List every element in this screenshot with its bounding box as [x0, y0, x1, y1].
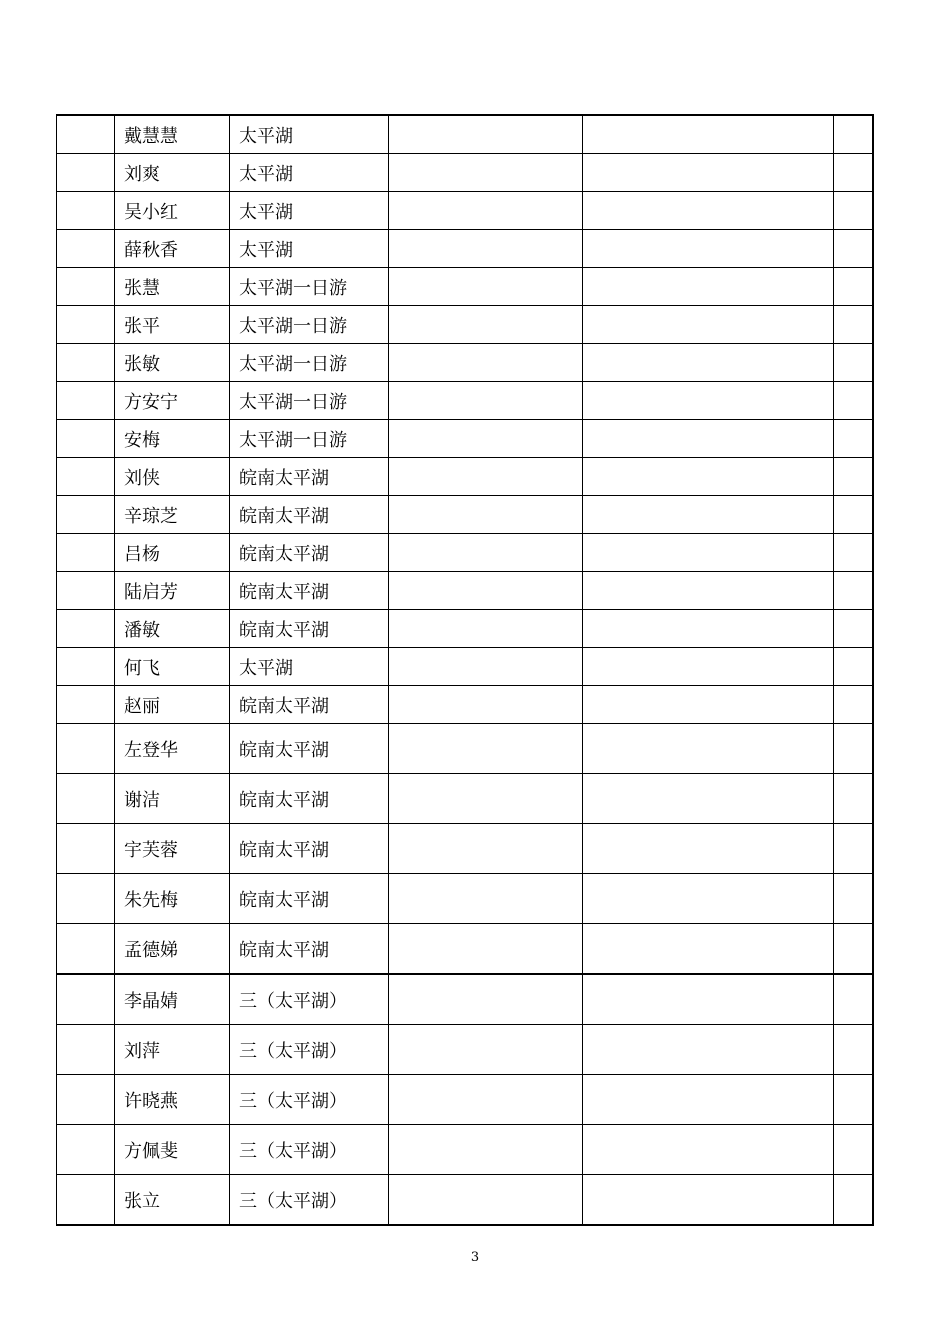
blank-cell — [389, 686, 583, 724]
name-cell: 陆启芳 — [115, 572, 230, 610]
index-cell — [57, 774, 115, 824]
blank-cell — [834, 824, 873, 874]
name-cell: 许晓燕 — [115, 1075, 230, 1125]
blank-cell — [834, 496, 873, 534]
table-row — [57, 306, 873, 344]
place-cell: 皖南太平湖 — [230, 924, 389, 975]
index-cell — [57, 572, 115, 610]
blank-cell — [583, 154, 834, 192]
blank-cell — [389, 344, 583, 382]
blank-cell — [583, 115, 834, 154]
table-row — [57, 382, 873, 420]
table-row — [57, 572, 873, 610]
index-cell — [57, 924, 115, 975]
blank-cell — [834, 924, 873, 975]
blank-cell — [834, 534, 873, 572]
place-cell: 太平湖一日游 — [230, 382, 389, 420]
blank-cell — [583, 230, 834, 268]
name-cell: 何飞 — [115, 648, 230, 686]
blank-cell — [583, 610, 834, 648]
table-row — [57, 1125, 873, 1175]
blank-cell — [834, 420, 873, 458]
place-cell: 太平湖 — [230, 648, 389, 686]
roster-table — [56, 114, 874, 1226]
blank-cell — [389, 924, 583, 975]
name-cell: 张敏 — [115, 344, 230, 382]
blank-cell — [389, 230, 583, 268]
blank-cell — [834, 724, 873, 774]
index-cell — [57, 648, 115, 686]
blank-cell — [389, 306, 583, 344]
blank-cell — [834, 648, 873, 686]
blank-cell — [583, 192, 834, 230]
place-cell: 皖南太平湖 — [230, 824, 389, 874]
table-row — [57, 1075, 873, 1125]
place-cell: 皖南太平湖 — [230, 534, 389, 572]
table-row — [57, 344, 873, 382]
blank-cell — [834, 306, 873, 344]
blank-cell — [583, 268, 834, 306]
blank-cell — [834, 344, 873, 382]
place-cell: 太平湖一日游 — [230, 420, 389, 458]
blank-cell — [583, 420, 834, 458]
name-cell: 刘爽 — [115, 154, 230, 192]
blank-cell — [389, 382, 583, 420]
index-cell — [57, 534, 115, 572]
place-cell: 皖南太平湖 — [230, 774, 389, 824]
name-cell: 张平 — [115, 306, 230, 344]
blank-cell — [583, 458, 834, 496]
blank-cell — [834, 974, 873, 1025]
blank-cell — [583, 534, 834, 572]
index-cell — [57, 382, 115, 420]
blank-cell — [389, 874, 583, 924]
blank-cell — [389, 824, 583, 874]
blank-cell — [389, 974, 583, 1025]
blank-cell — [834, 115, 873, 154]
index-cell — [57, 824, 115, 874]
blank-cell — [583, 1075, 834, 1125]
blank-cell — [834, 1025, 873, 1075]
place-cell: 皖南太平湖 — [230, 458, 389, 496]
table-row — [57, 1175, 873, 1226]
place-cell: 皖南太平湖 — [230, 874, 389, 924]
name-cell: 薛秋香 — [115, 230, 230, 268]
place-cell: 太平湖 — [230, 192, 389, 230]
table-row — [57, 115, 873, 154]
table-row — [57, 610, 873, 648]
blank-cell — [834, 458, 873, 496]
blank-cell — [583, 382, 834, 420]
place-cell: 太平湖 — [230, 230, 389, 268]
table-row — [57, 686, 873, 724]
index-cell — [57, 344, 115, 382]
blank-cell — [583, 1175, 834, 1226]
blank-cell — [834, 268, 873, 306]
place-cell: 三（太平湖） — [230, 1075, 389, 1125]
table-row — [57, 420, 873, 458]
blank-cell — [389, 192, 583, 230]
name-cell: 李晶婧 — [115, 974, 230, 1025]
name-cell: 方佩斐 — [115, 1125, 230, 1175]
place-cell: 太平湖 — [230, 154, 389, 192]
index-cell — [57, 1025, 115, 1075]
place-cell: 太平湖一日游 — [230, 268, 389, 306]
place-cell: 三（太平湖） — [230, 1125, 389, 1175]
blank-cell — [834, 192, 873, 230]
blank-cell — [834, 154, 873, 192]
table-row — [57, 648, 873, 686]
blank-cell — [583, 1025, 834, 1075]
table-row — [57, 154, 873, 192]
blank-cell — [583, 1125, 834, 1175]
index-cell — [57, 874, 115, 924]
blank-cell — [389, 1075, 583, 1125]
blank-cell — [389, 1025, 583, 1075]
blank-cell — [583, 724, 834, 774]
index-cell — [57, 1175, 115, 1226]
blank-cell — [583, 496, 834, 534]
name-cell: 安梅 — [115, 420, 230, 458]
blank-cell — [389, 1175, 583, 1226]
blank-cell — [583, 344, 834, 382]
index-cell — [57, 420, 115, 458]
table-row — [57, 724, 873, 774]
blank-cell — [834, 874, 873, 924]
blank-cell — [834, 572, 873, 610]
blank-cell — [583, 924, 834, 975]
name-cell: 刘萍 — [115, 1025, 230, 1075]
name-cell: 朱先梅 — [115, 874, 230, 924]
index-cell — [57, 458, 115, 496]
place-cell: 三（太平湖） — [230, 1175, 389, 1226]
table-row — [57, 824, 873, 874]
blank-cell — [389, 115, 583, 154]
blank-cell — [583, 686, 834, 724]
name-cell: 戴慧慧 — [115, 115, 230, 154]
blank-cell — [583, 874, 834, 924]
index-cell — [57, 1075, 115, 1125]
name-cell: 孟德娣 — [115, 924, 230, 975]
blank-cell — [389, 774, 583, 824]
blank-cell — [583, 824, 834, 874]
name-cell: 左登华 — [115, 724, 230, 774]
index-cell — [57, 154, 115, 192]
index-cell — [57, 115, 115, 154]
table-row — [57, 924, 873, 975]
name-cell: 吕杨 — [115, 534, 230, 572]
table-row — [57, 192, 873, 230]
index-cell — [57, 974, 115, 1025]
table-row — [57, 268, 873, 306]
blank-cell — [583, 648, 834, 686]
blank-cell — [583, 306, 834, 344]
name-cell: 刘侠 — [115, 458, 230, 496]
blank-cell — [389, 610, 583, 648]
table-row — [57, 534, 873, 572]
blank-cell — [834, 1125, 873, 1175]
blank-cell — [389, 1125, 583, 1175]
index-cell — [57, 610, 115, 648]
blank-cell — [583, 572, 834, 610]
place-cell: 皖南太平湖 — [230, 686, 389, 724]
place-cell: 皖南太平湖 — [230, 496, 389, 534]
place-cell: 皖南太平湖 — [230, 724, 389, 774]
blank-cell — [583, 974, 834, 1025]
blank-cell — [389, 724, 583, 774]
name-cell: 潘敏 — [115, 610, 230, 648]
name-cell: 谢洁 — [115, 774, 230, 824]
index-cell — [57, 686, 115, 724]
blank-cell — [389, 534, 583, 572]
blank-cell — [834, 774, 873, 824]
place-cell: 皖南太平湖 — [230, 610, 389, 648]
place-cell: 太平湖一日游 — [230, 306, 389, 344]
name-cell: 吴小红 — [115, 192, 230, 230]
table-row — [57, 974, 873, 1025]
blank-cell — [834, 1175, 873, 1226]
blank-cell — [834, 1075, 873, 1125]
index-cell — [57, 496, 115, 534]
blank-cell — [389, 420, 583, 458]
index-cell — [57, 724, 115, 774]
blank-cell — [834, 686, 873, 724]
blank-cell — [389, 154, 583, 192]
blank-cell — [389, 268, 583, 306]
place-cell: 三（太平湖） — [230, 974, 389, 1025]
blank-cell — [389, 496, 583, 534]
table-row — [57, 496, 873, 534]
name-cell: 方安宁 — [115, 382, 230, 420]
blank-cell — [834, 382, 873, 420]
place-cell: 太平湖一日游 — [230, 344, 389, 382]
table-row — [57, 774, 873, 824]
name-cell: 张立 — [115, 1175, 230, 1226]
index-cell — [57, 268, 115, 306]
blank-cell — [834, 610, 873, 648]
index-cell — [57, 192, 115, 230]
table-row — [57, 458, 873, 496]
name-cell: 辛琼芝 — [115, 496, 230, 534]
blank-cell — [834, 230, 873, 268]
index-cell — [57, 306, 115, 344]
table-row — [57, 230, 873, 268]
blank-cell — [389, 458, 583, 496]
name-cell: 张慧 — [115, 268, 230, 306]
blank-cell — [583, 774, 834, 824]
index-cell — [57, 230, 115, 268]
index-cell — [57, 1125, 115, 1175]
name-cell: 赵丽 — [115, 686, 230, 724]
place-cell: 太平湖 — [230, 115, 389, 154]
table-row — [57, 874, 873, 924]
name-cell: 宇芙蓉 — [115, 824, 230, 874]
page-number: 3 — [470, 1250, 480, 1265]
blank-cell — [389, 572, 583, 610]
place-cell: 皖南太平湖 — [230, 572, 389, 610]
table-row — [57, 1025, 873, 1075]
blank-cell — [389, 648, 583, 686]
place-cell: 三（太平湖） — [230, 1025, 389, 1075]
